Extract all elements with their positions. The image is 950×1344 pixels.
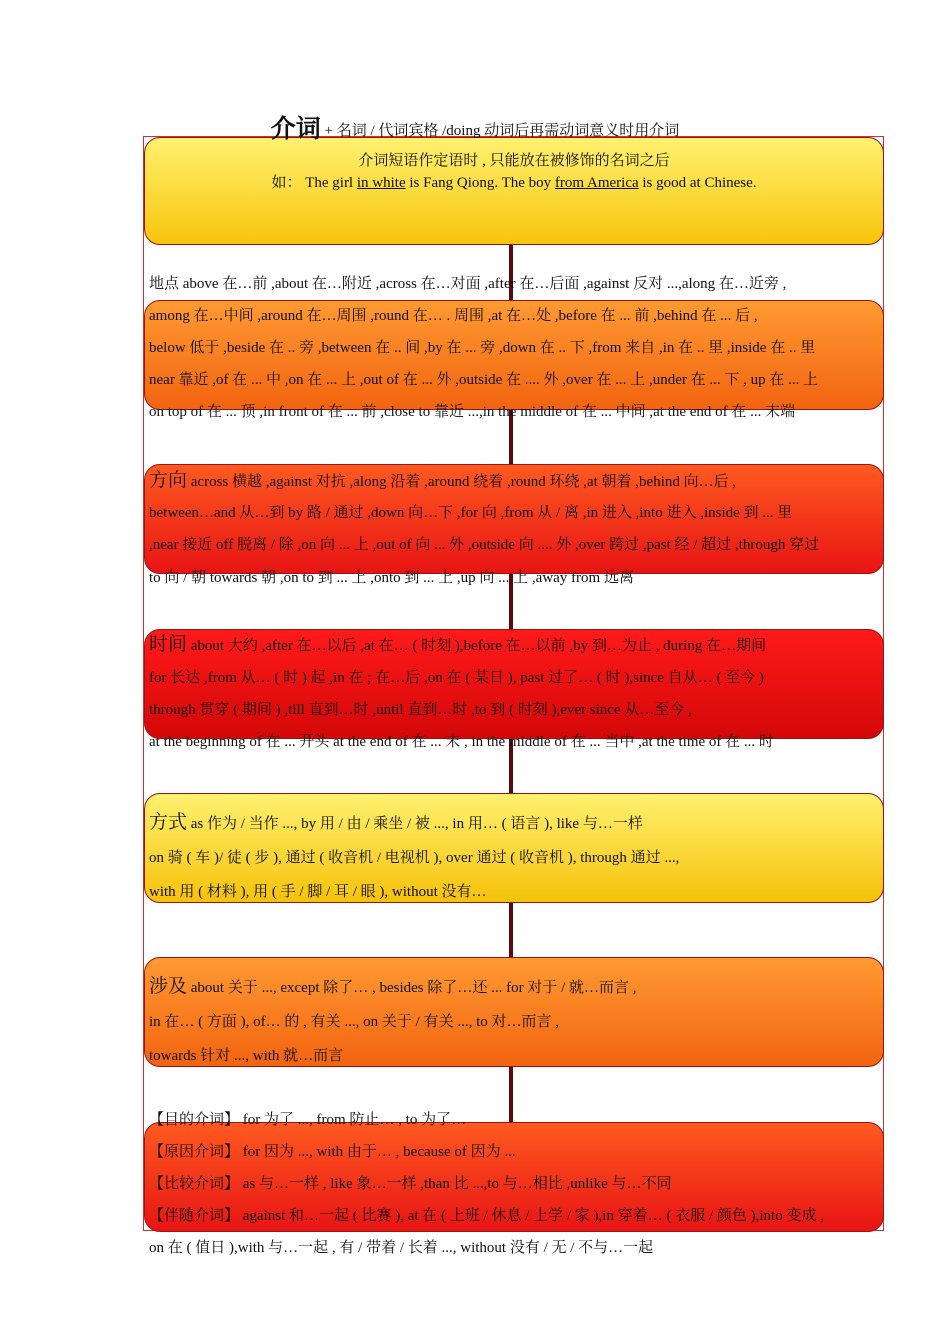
- direction-line-4: to 向 / 朝 towards 朝 ,on to 到 ... 上 ,onto 到 ... 上 ,up 向 ... 上 ,away from 远离: [149, 570, 634, 586]
- direction-line-1: 方向 across 横越 ,against 对抗 ,along 沿着 ,around 绕着 ,round 环绕 ,at 朝着 ,behind 向…后 ,: [149, 470, 737, 491]
- title-line-3: 如： The girl in white is Fang Qiong. The boy from America is good at Chinese.: [271, 175, 757, 191]
- page-title: 介词 + 名词 / 代词宾格 /doing 动词后再需动词意义时用介词: [270, 116, 680, 143]
- place-line-4: near 靠近 ,of 在 ... 中 ,on 在 ... 上 ,out of 在 ... 外 ,outside 在 .... 外 ,over 在 ... 上 ,under 在 ... 下 , up 在 ... 上: [149, 372, 819, 388]
- place-line-5: on top of 在 ... 顶 ,in front of 在 ... 前 ,close to 靠近 ...,in the middle of 在 ... 中间 ,at the end of 在 ... 末端: [149, 404, 796, 420]
- place-line-3: below 低于 ,beside 在 .. 旁 ,between 在 .. 间 ,by 在 ... 旁 ,down 在 .. 下 ,from 来自 ,in 在 .. 里 ,inside 在 .. 里: [149, 340, 816, 356]
- topic-line-1: 涉及 about 关于 ..., except 除了… , besides 除了…还 ... for 对于 / 就…而言 ,: [149, 976, 637, 997]
- accompany-line-1: 【伴随介词】 against 和…一起 ( 比赛 ), at 在 ( 上班 / 休息 / 上学 / 家 ),in 穿着… ( 衣服 / 颜色 ),into 变成 ,: [149, 1208, 824, 1224]
- place-line-2: among 在…中间 ,around 在…周围 ,round 在… . 周围 ,at 在…处 ,before 在 ... 前 ,behind 在 ... 后 ,: [149, 308, 758, 324]
- time-line-4: at the beginning of 在 ... 开头 at the end of 在 ... 末 , in the middle of 在 ... 当中 ,at the time of 在 ... 时: [149, 734, 774, 750]
- purpose-line: 【目的介词】 for 为了 ..., from 防止… , to 为了…: [149, 1112, 467, 1128]
- direction-line-3: ,near 接近 off 脱离 / 除 ,on 向 ... 上 ,out of 向 ... 外 ,outside 向 .... 外 ,over 跨过 ,past 经 / 超过 ,through 穿过: [149, 537, 820, 553]
- topic-line-3: towards 针对 ..., with 就…而言: [149, 1048, 344, 1064]
- manner-line-2: on 骑 ( 车 )/ 徒 ( 步 ), 通过 ( 收音机 / 电视机 ), over 通过 ( 收音机 ), through 通过 ...,: [149, 850, 680, 866]
- manner-line-1: 方式 as 作为 / 当作 ..., by 用 / 由 / 乘坐 / 被 ..., in 用… ( 语言 ), like 与…一样: [149, 812, 643, 833]
- manner-line-3: with 用 ( 材料 ), 用 ( 手 / 脚 / 耳 / 眼 ), without 没有…: [149, 884, 487, 900]
- place-line-1: 地点 above 在…前 ,about 在…附近 ,across 在…对面 ,after 在…后面 ,against 反对 ...,along 在…近旁 ,: [149, 276, 787, 292]
- time-line-1: 时间 about 大约 ,after 在…以后 ,at 在… ( 时刻 ),before 在…以前 ,by 到…为止 , during 在…期间: [149, 634, 767, 655]
- time-line-2: for 长达 ,from 从… ( 时 ) 起 ,in 在 ; 在…后 ,on 在 ( 某日 ), past 过了… ( 时 ),since 自从… ( 至今 ): [149, 670, 764, 686]
- comparison-line: 【比较介词】 as 与…一样 , like 象…一样 ,than 比 ...,to 与…相比 ,unlike 与…不同: [149, 1176, 672, 1192]
- topic-line-2: in 在… ( 方面 ), of… 的 , 有关 ..., on 关于 / 有关 ..., to 对…而言 ,: [149, 1014, 559, 1030]
- accompany-line-2: on 在 ( 值日 ),with 与…一起 , 有 / 带着 / 长着 ..., without 没有 / 无 / 不与…一起: [149, 1240, 654, 1256]
- direction-line-2: between…and 从…到 by 路 / 通过 ,down 向…下 ,for 向 ,from 从 / 离 ,in 进入 ,into 进入 ,inside 到 ... 里: [149, 505, 793, 521]
- time-line-3: through 贯穿 ( 期间 ) ,till 直到…时 ,until 直到…时 ,to 到 ( 时刻 ),ever since 从…至今 ,: [149, 702, 692, 718]
- reason-line: 【原因介词】 for 因为 ..., with 由于… , because of 因为 ...: [149, 1144, 516, 1160]
- title-line-2: 介词短语作定语时 , 只能放在被修饰的名词之后: [358, 153, 670, 169]
